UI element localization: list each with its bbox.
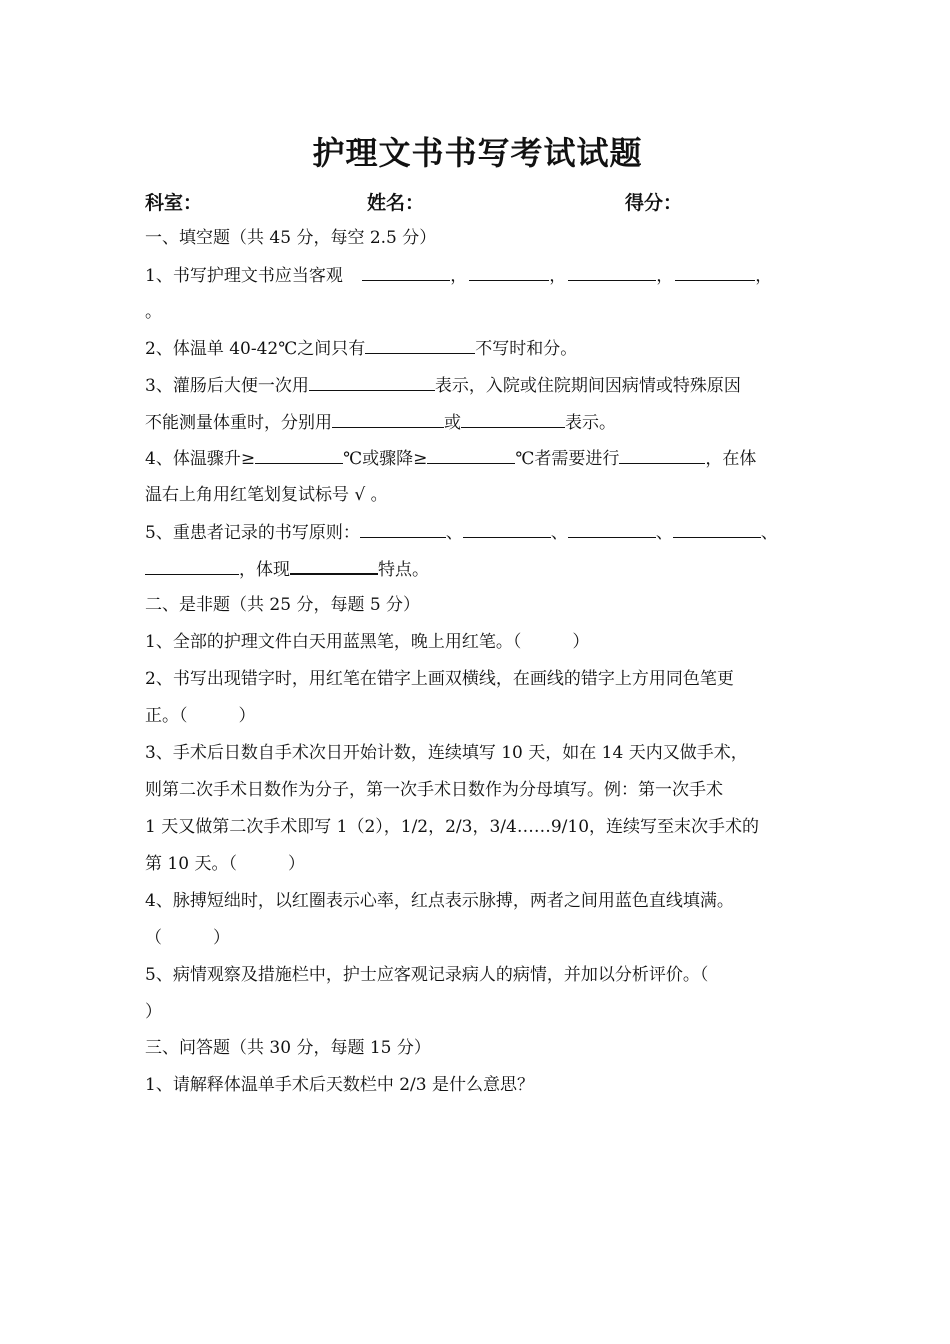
blank[interactable] [309, 373, 435, 391]
blank[interactable] [463, 520, 551, 538]
q2-5-line-1: 5、病情观察及措施栏中，护士应客观记录病人的病情，并加以分析评价。（ [145, 965, 709, 985]
q2-4-line-1: 4、脉搏短绌时，以红圈表示心率，红点表示脉搏，两者之间用蓝色直线填满。 [145, 891, 734, 911]
page-title: 护理文书书写考试试题 [312, 134, 643, 172]
q1-2-line: 2、体温单 40-42℃之间只有 不写时和分。 [145, 336, 810, 361]
blank[interactable] [360, 520, 446, 538]
q1-5-line: 5、重患者记录的书写原则： 、 、 、 、 [145, 520, 810, 545]
q2-2-line-1: 2、书写出现错字时，用红笔在错字上画双横线，在画线的错字上方用同色笔更 [145, 669, 734, 689]
blank[interactable] [255, 446, 343, 464]
q1-4-line-2: 温右上角用红笔划复试标号 √ 。 [145, 485, 388, 505]
section-3-heading: 三、问答题（共 30 分，每题 15 分） [145, 1038, 431, 1058]
section-2-heading: 二、是非题（共 25 分，每题 5 分） [145, 595, 421, 615]
q1-3-line: 3、灌肠后大便一次用 表示，入院或住院期间因病情或特殊原因 [145, 373, 810, 398]
q1-4-line: 4、体温骤升≥ ℃或骤降≥ ℃者需要进行 ，在体 [145, 446, 810, 471]
q2-4-line-2: （ ） [145, 928, 230, 948]
q2-2-line-2: 正。（ ） [145, 706, 256, 726]
blank[interactable] [290, 556, 378, 575]
name-label: 姓名： [367, 192, 425, 214]
blank[interactable] [675, 263, 755, 281]
q1-5-line-2: ，体现 特点。 [145, 556, 810, 582]
blank[interactable] [427, 446, 515, 464]
blank[interactable] [332, 410, 444, 428]
q1-1-end: 。 [145, 302, 162, 322]
q2-5-line-2: ） [145, 1002, 162, 1022]
q1-3-line-2: 不能测量体重时，分别用 或 表示。 [145, 410, 810, 435]
blank[interactable] [365, 336, 475, 354]
q3-1: 1、请解释体温单手术后天数栏中 2/3 是什么意思？ [145, 1075, 534, 1095]
dept-label: 科室： [145, 192, 203, 214]
q1-1-line: 1、书写护理文书应当客观 ， ， ， ， [145, 263, 810, 288]
blank[interactable] [145, 557, 239, 575]
q2-3-line-3: 1 天又做第二次手术即写 1（2），1/2，2/3，3/4……9/10，连续写至末次手术的 [145, 817, 760, 837]
blank[interactable] [568, 520, 656, 538]
blank[interactable] [461, 410, 565, 428]
q2-3-line-4: 第 10 天。（ ） [145, 854, 305, 874]
blank[interactable] [469, 263, 549, 281]
q2-3-line-2: 则第二次手术日数作为分子，第一次手术日数作为分母填写。例：第一次手术 [145, 780, 723, 800]
blank[interactable] [673, 520, 761, 538]
blank[interactable] [568, 263, 656, 281]
score-label: 得分： [625, 192, 683, 214]
blank[interactable] [362, 263, 450, 281]
q2-3-line-1: 3、手术后日数自手术次日开始计数，连续填写 10 天，如在 14 天内又做手术， [145, 743, 748, 763]
blank[interactable] [619, 446, 705, 464]
section-1-heading: 一、填空题（共 45 分，每空 2.5 分） [145, 228, 437, 248]
q2-1: 1、全部的护理文件白天用蓝黑笔，晚上用红笔。（ ） [145, 632, 590, 652]
